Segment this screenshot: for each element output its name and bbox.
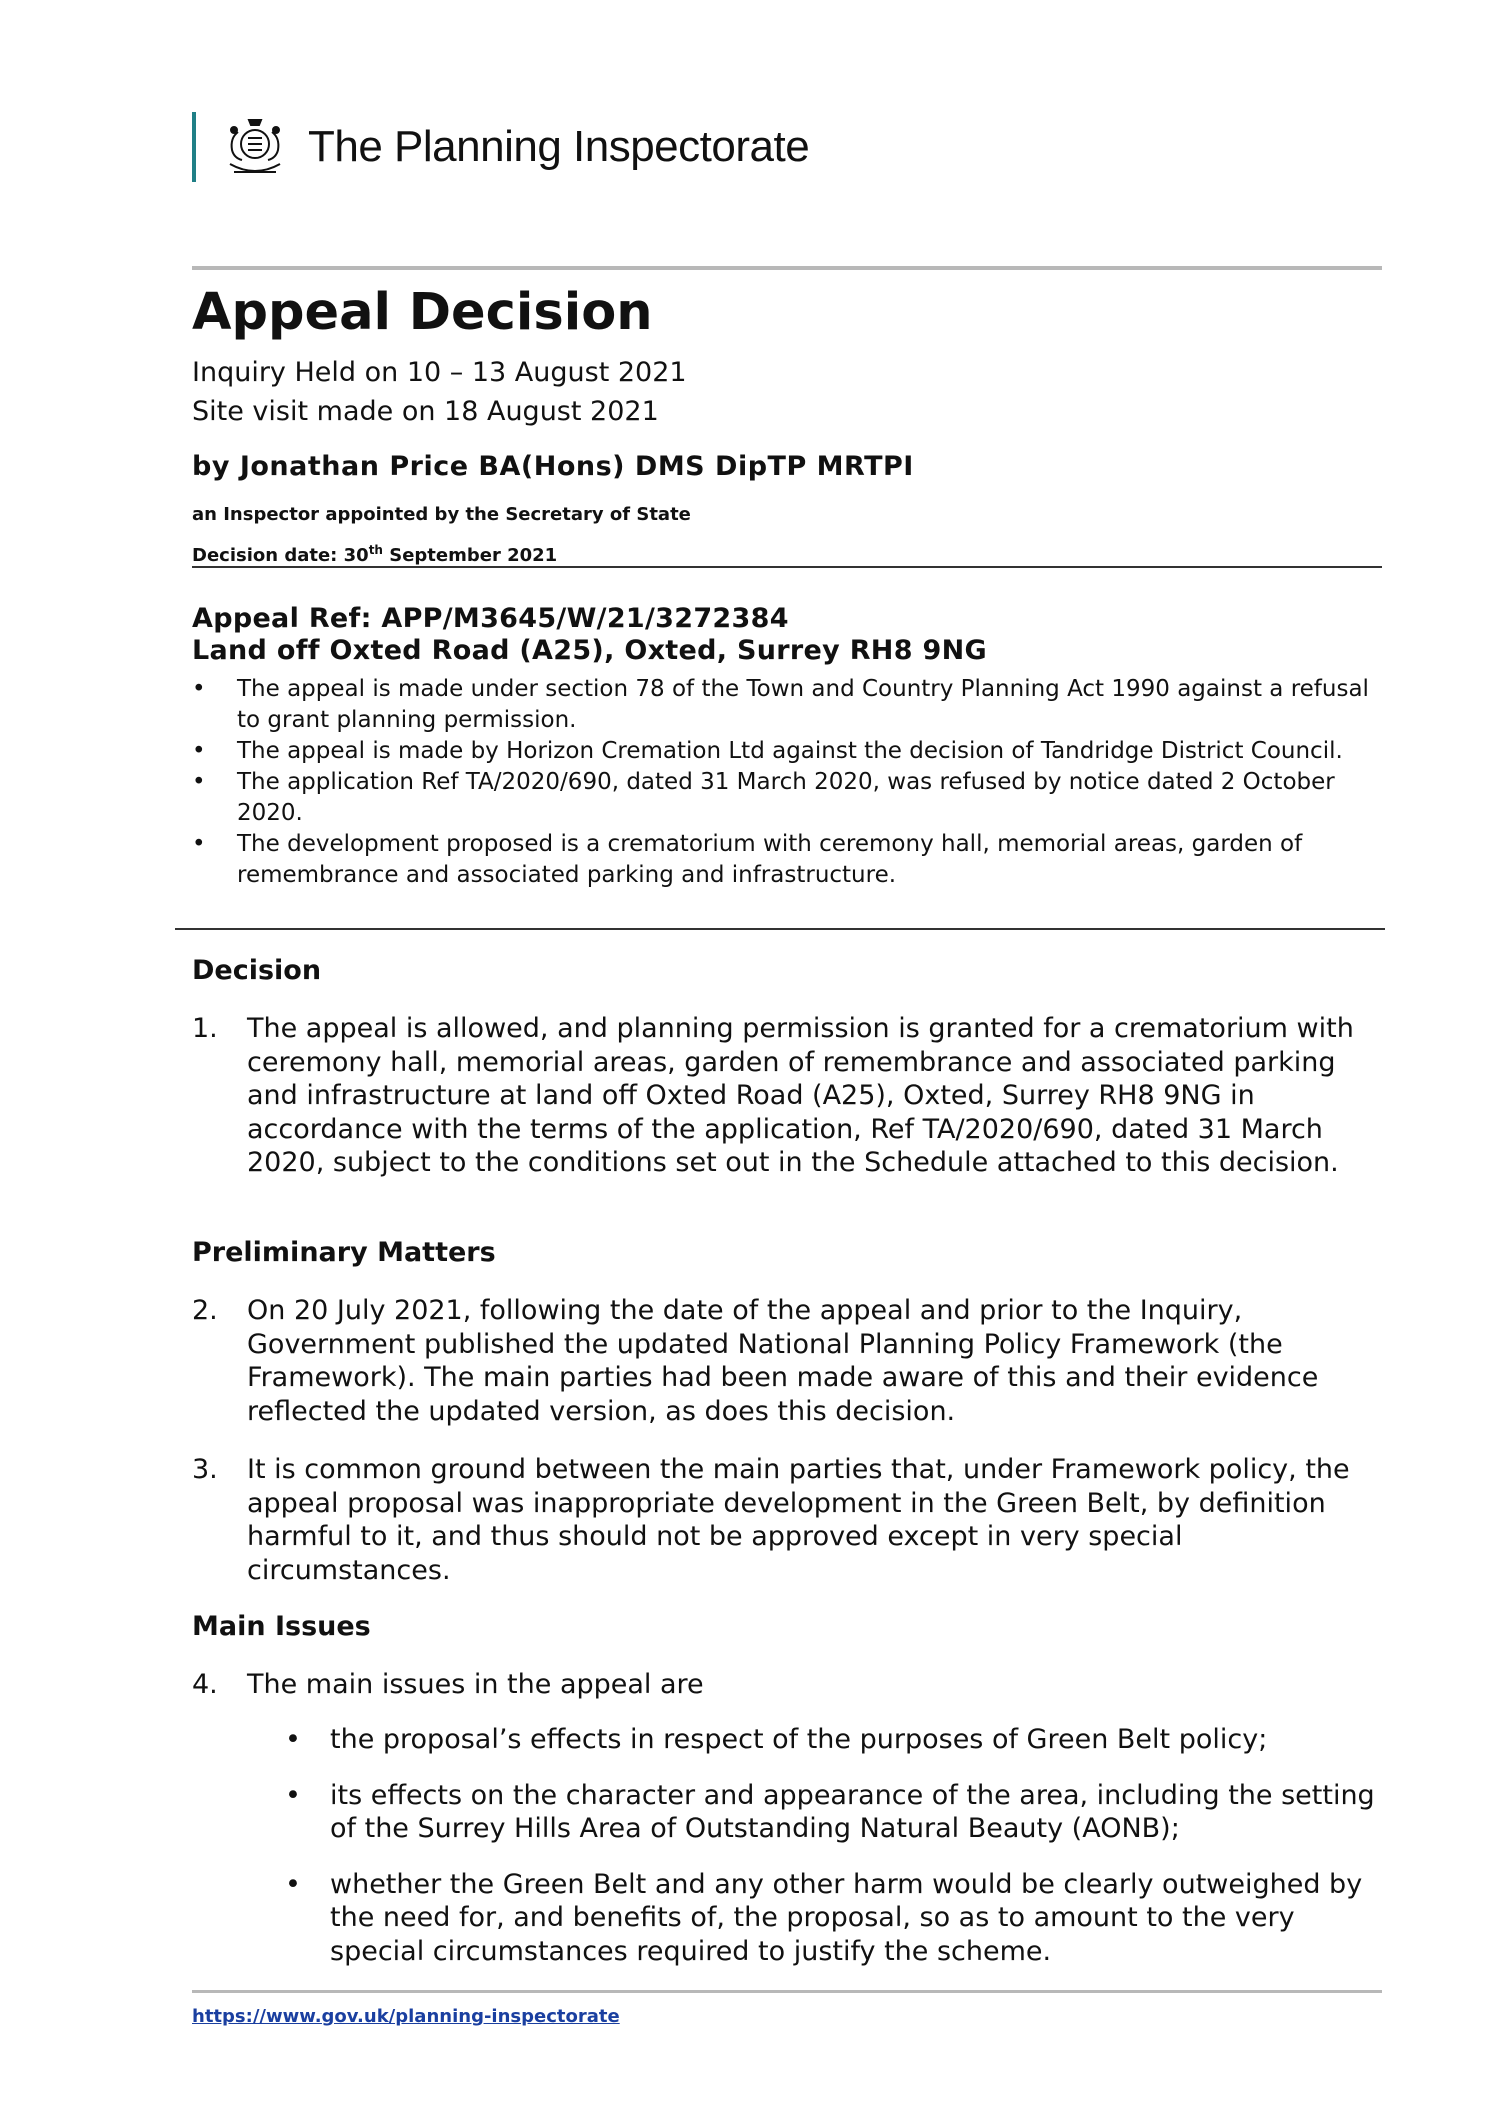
inspector-name: by Jonathan Price BA(Hons) DMS DipTP MRTPI xyxy=(192,451,914,482)
list-item: • its effects on the character and appearance of the area, including the setting of the Surrey Hills Area of Outstanding Natural Beauty (AONB); xyxy=(285,1779,1375,1844)
appeal-summary-list xyxy=(192,674,1372,891)
paragraph-2: 2. On 20 July 2021, following the date of the appeal and prior to the Inquiry, Government published the updated National Planning Policy Framework (the Framework). The main parties had been made aware of this and their evidence reflected the updated version, as does this decision. xyxy=(192,1295,1319,1427)
paragraph-3: 3. It is common ground between the main parties that, under Framework policy, the appeal proposal was inappropriate development in the Green Belt, by definition harmful to it, and thus should not be approved except in very special circumstances. xyxy=(192,1454,1350,1586)
header-divider xyxy=(192,266,1382,270)
decision-date: Decision date: 30th September 2021 xyxy=(192,543,558,566)
paragraph-4: 4. The main issues in the appeal are xyxy=(192,1669,704,1700)
site-visit-date: Site visit made on 18 August 2021 xyxy=(192,396,659,427)
royal-crest-icon xyxy=(220,114,290,180)
main-issues-list xyxy=(275,1723,1375,1990)
appeal-ref: Appeal Ref: APP/M3645/W/21/3272384 xyxy=(192,603,789,634)
accent-bar xyxy=(192,112,196,182)
footer-divider xyxy=(192,1990,1382,1993)
summary-divider xyxy=(175,928,1385,930)
paragraph-1: 1. The appeal is allowed, and planning permission is granted for a crematorium with ceremony hall, memorial areas, garden of remembrance and associated parking and infrastructure at land off Oxted Road (A25), Oxted, Surrey RH8 9NG in accordance with the terms of the application, Ref TA/2020/690, dated 31 March 2020, subject to the conditions set out in the Schedule attached to this decision. xyxy=(192,1013,1354,1178)
list-item: • the proposal’s effects in respect of the purposes of Green Belt policy; xyxy=(285,1724,1268,1755)
meta-divider xyxy=(192,566,1382,568)
org-name: The Planning Inspectorate xyxy=(308,122,810,171)
section-heading-main-issues: Main Issues xyxy=(192,1611,371,1642)
footer-link[interactable]: https://www.gov.uk/planning-inspectorate xyxy=(192,2006,620,2027)
section-heading-decision: Decision xyxy=(192,955,322,986)
appeal-site: Land off Oxted Road (A25), Oxted, Surrey RH8 9NG xyxy=(192,635,987,666)
appointed-by: an Inspector appointed by the Secretary of State xyxy=(192,504,691,525)
list-item: • The application Ref TA/2020/690, dated 31 March 2020, was refused by notice dated 2 October 2020. xyxy=(192,769,1335,826)
list-item: • The appeal is made by Horizon Cremation Ltd against the decision of Tandridge District Council. xyxy=(192,738,1343,764)
inquiry-dates: Inquiry Held on 10 – 13 August 2021 xyxy=(192,357,687,388)
header xyxy=(192,112,809,182)
list-item: • The appeal is made under section 78 of the Town and Country Planning Act 1990 against a refusal to grant planning permission. xyxy=(192,676,1369,733)
section-heading-preliminary: Preliminary Matters xyxy=(192,1237,496,1268)
document-title: Appeal Decision xyxy=(192,283,653,342)
list-item: • The development proposed is a crematorium with ceremony hall, memorial areas, garden of remembrance and associated parking and infrastructure. xyxy=(192,831,1303,888)
list-item: • whether the Green Belt and any other harm would be clearly outweighed by the need for, and benefits of, the proposal, so as to amount to the very special circumstances required to justify the scheme. xyxy=(285,1868,1363,1967)
